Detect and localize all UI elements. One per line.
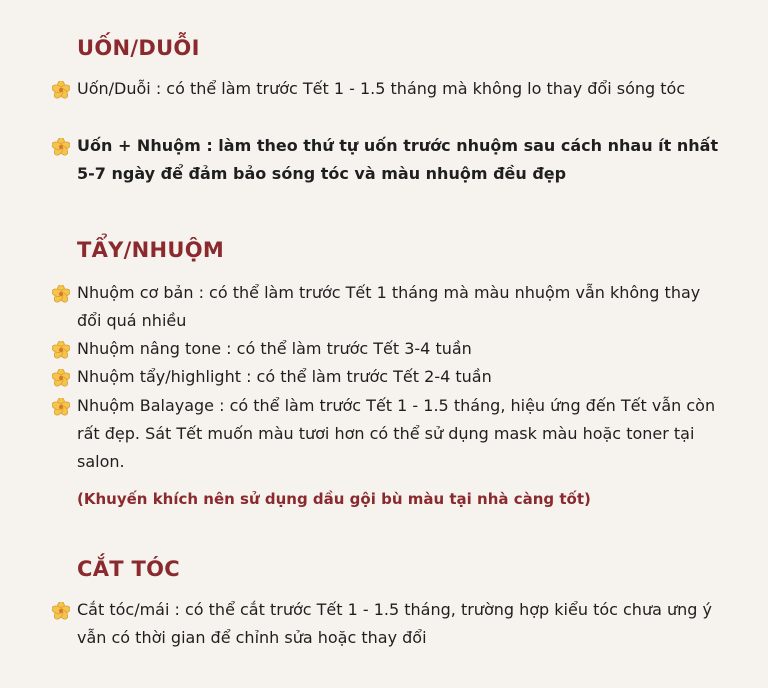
list-item xyxy=(77,363,727,391)
apricot-blossom-icon xyxy=(52,138,70,156)
apricot-blossom-icon xyxy=(52,341,70,359)
section-title-uon-duoi: UỐN/DUỖI xyxy=(77,36,200,60)
apricot-blossom-icon xyxy=(52,398,70,416)
list-item xyxy=(77,279,727,335)
apricot-blossom-icon xyxy=(52,81,70,99)
list-item xyxy=(77,132,727,188)
list-item-text: Cắt tóc/mái : có thể cắt trước Tết 1 - 1.5 tháng, trường hợp kiểu tóc chưa ưng ý vẫn có thời gian để chỉnh sửa hoặc thay đổi xyxy=(77,600,712,647)
list-item xyxy=(77,392,727,476)
list-item xyxy=(77,596,727,652)
list-item-text: Nhuộm Balayage : có thể làm trước Tết 1 - 1.5 tháng, hiệu ứng đến Tết vẫn còn rất đẹp. Sát Tết muốn màu tươi hơn có thể sử dụng mask màu hoặc toner tại salon. xyxy=(77,396,716,471)
list-item-text: Nhuộm cơ bản : có thể làm trước Tết 1 tháng mà màu nhuộm vẫn không thay đổi quá nhiều xyxy=(77,283,701,330)
list-item-text: Uốn/Duỗi : có thể làm trước Tết 1 - 1.5 tháng mà không lo thay đổi sóng tóc xyxy=(77,79,686,98)
list-item-text: Nhuộm tẩy/highlight : có thể làm trước Tết 2-4 tuần xyxy=(77,367,492,386)
apricot-blossom-icon xyxy=(52,369,70,387)
list-item-text: Uốn + Nhuộm : làm theo thứ tự uốn trước nhuộm sau cách nhau ít nhất 5-7 ngày để đảm bảo sóng tóc và màu nhuộm đều đẹp xyxy=(77,136,719,183)
apricot-blossom-icon xyxy=(52,602,70,620)
list-item-text: Nhuộm nâng tone : có thể làm trước Tết 3-4 tuần xyxy=(77,339,472,358)
apricot-blossom-icon xyxy=(52,285,70,303)
section-title-tay-nhuom: TẨY/NHUỘM xyxy=(77,238,225,262)
list-item xyxy=(77,75,727,103)
list-item xyxy=(77,335,727,363)
section-title-cat-toc: CẮT TÓC xyxy=(77,557,180,581)
section-note: (Khuyến khích nên sử dụng dầu gội bù màu tại nhà càng tốt) xyxy=(77,490,591,508)
